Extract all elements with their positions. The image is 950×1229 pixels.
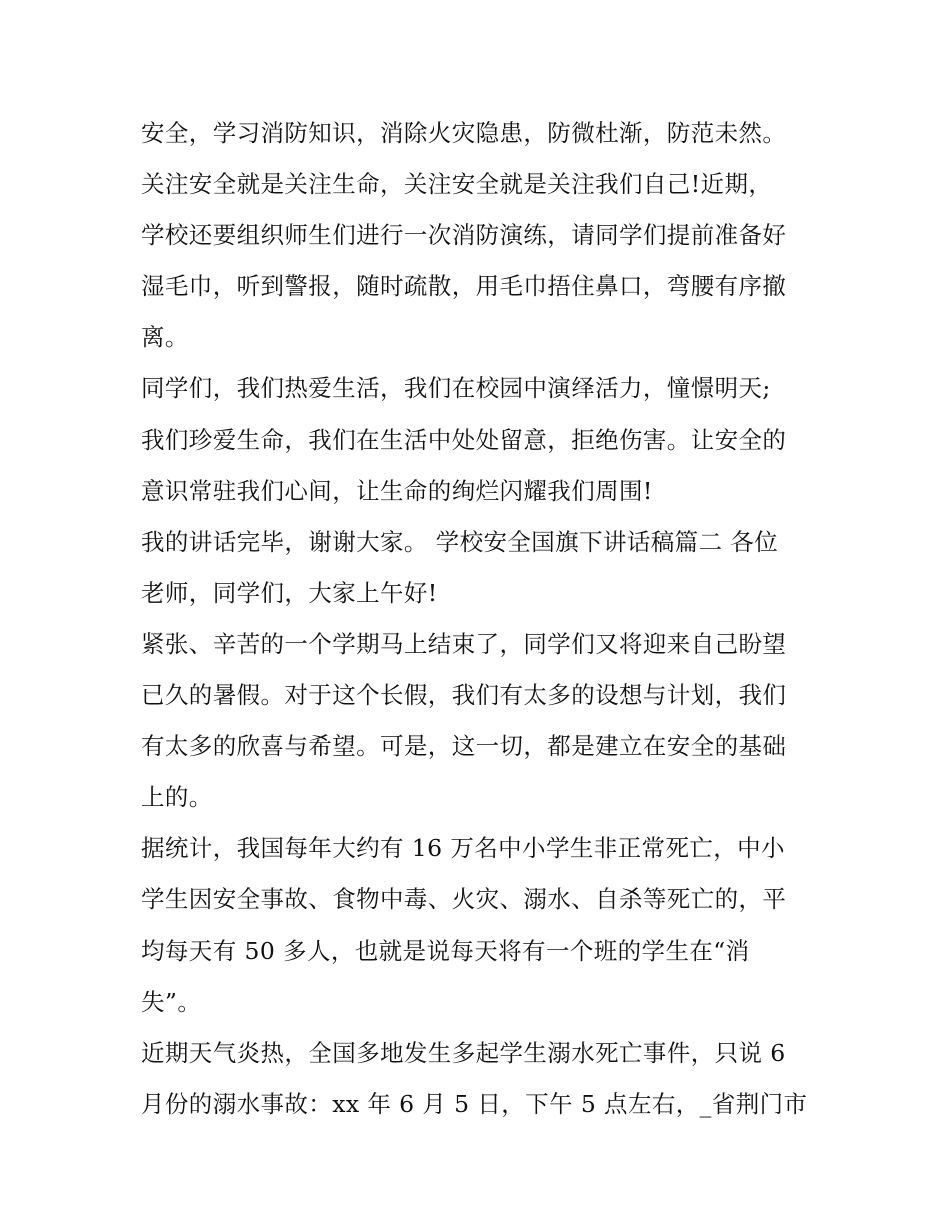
text-line: 紧张、辛苦的一个学期马上结束了，同学们又将迎来自己盼望 <box>141 629 787 658</box>
text-line: 离。 <box>141 323 189 352</box>
text-line: 学校还要组织师生们进行一次消防演练，请同学们提前准备好 <box>141 221 787 250</box>
text-line: 安全，学习消防知识，消除火灾隐患，防微杜渐，防范未然。 <box>141 119 787 147</box>
body-text <box>141 108 821 1130</box>
text-line: 近期天气炎热，全国多地发生多起学生溺水死亡事件，只说 6 <box>141 1038 786 1067</box>
text-line: 有太多的欣喜与希望。可是，这一切，都是建立在安全的基础 <box>141 732 787 761</box>
text-line: 湿毛巾，听到警报，随时疏散，用毛巾捂住鼻口，弯腰有序撤 <box>141 272 787 301</box>
text-line: 上的。 <box>141 783 213 812</box>
text-line: 已久的暑假。对于这个长假，我们有太多的设想与计划，我们 <box>141 681 787 710</box>
text-line: 月份的溺水事故：xx 年 6 月 5 日，下午 5 点左右，_省荆门市 <box>141 1089 808 1118</box>
text-line: 我们珍爱生命，我们在生活中处处留意，拒绝伤害。让安全的 <box>141 425 787 454</box>
text-line: 学生因安全事故、食物中毒、火灾、溺水、自杀等死亡的，平 <box>141 885 787 914</box>
text-line: 我的讲话完毕，谢谢大家。 学校安全国旗下讲话稿篇二 各位 <box>141 527 779 556</box>
text-line: 老师，同学们，大家上午好! <box>141 578 438 607</box>
text-line: 失”。 <box>141 987 202 1016</box>
text-line: 意识常驻我们心间，让生命的绚烂闪耀我们周围! <box>141 476 653 505</box>
text-line: 同学们，我们热爱生活，我们在校园中演绎活力，憧憬明天; <box>141 374 771 403</box>
text-line: 据统计，我国每年大约有 16 万名中小学生非正常死亡，中小 <box>141 834 785 863</box>
text-line: 均每天有 50 多人，也就是说每天将有一个班的学生在“消 <box>141 936 750 965</box>
text-line: 关注安全就是关注生命，关注安全就是关注我们自己!近期， <box>141 170 773 199</box>
